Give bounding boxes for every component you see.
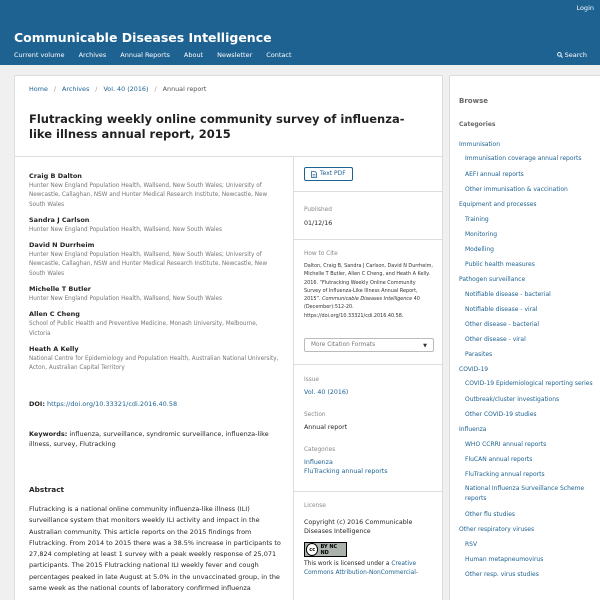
- published-date: 01/12/16: [304, 220, 333, 227]
- copyright-text: Copyright (c) 2016 Communicable Diseases Intelligence: [304, 519, 413, 535]
- site-title[interactable]: Communicable Diseases Intelligence: [14, 30, 272, 45]
- cc-badge-label: BY NC ND: [320, 543, 338, 556]
- citation-format-label: More Citation Formats: [311, 342, 376, 348]
- category-notifiable-viral[interactable]: Notifiable disease - viral: [465, 306, 538, 313]
- abstract-text: Flutracking is a national online community influenza-like illness (ILI) surveillance system that monitors weekly ILI activity and impact in the Australian community. This article reports on the 2015 findings from Flutracking. From 2014 to 2015 there was a 38.5% increase in participants to 27,824 completing at least 1 survey with a peak weekly response of 25,071 participants. The 2015 Flutracking national ILI weekly fever and cough percentages peaked in late August at 5.0% in the unvaccinated group, in the same week as the national counts of laboratory confirmed influenza: [29, 505, 281, 593]
- author-name: Craig B Dalton: [29, 172, 82, 180]
- abstract-heading: Abstract: [29, 485, 65, 494]
- breadcrumb-current: Annual report: [162, 85, 207, 93]
- category-modelling[interactable]: Modelling: [465, 246, 494, 253]
- category-aefi[interactable]: AEFI annual reports: [465, 171, 524, 178]
- nav-newsletter[interactable]: Newsletter: [217, 51, 253, 59]
- category-niss[interactable]: National Influenza Surveillance Scheme reports: [465, 485, 585, 502]
- author-affiliation: National Centre for Epidemiology and Population Health, Australian National University, Acton, Australian Capital Territory: [29, 355, 279, 372]
- cc-license-badge[interactable]: [304, 542, 347, 557]
- citation-details: 40 (December):512-20. https://doi.org/10.33321/cdi.2016.40.58.: [304, 296, 420, 319]
- pdf-button-label: Text PDF: [320, 170, 346, 177]
- divider: [294, 191, 442, 192]
- citation-text: [304, 262, 434, 320]
- divider: [294, 239, 442, 240]
- site-header: [0, 0, 600, 65]
- category-equipment[interactable]: Equipment and processes: [459, 201, 537, 208]
- divider: [294, 491, 442, 492]
- pdf-download-button[interactable]: [304, 167, 353, 181]
- category-covid-epi[interactable]: COVID-19 Epidemiological reporting series: [465, 380, 593, 387]
- nav-archives[interactable]: Archives: [78, 51, 107, 59]
- breadcrumb-volume[interactable]: Vol. 40 (2016): [103, 85, 149, 93]
- article-panel: [14, 75, 443, 600]
- section-value: Annual report: [304, 424, 348, 431]
- category-other-flu[interactable]: Other flu studies: [465, 511, 516, 518]
- category-other-resp-studies[interactable]: Other resp. virus studies: [465, 571, 539, 578]
- main-nav: [14, 51, 306, 59]
- citation-journal: Communicable Diseases Intelligence: [322, 296, 413, 303]
- license-label: License: [304, 503, 326, 509]
- category-training[interactable]: Training: [465, 216, 489, 223]
- issue-label: Issue: [304, 377, 319, 383]
- author-list: [29, 171, 279, 379]
- category-other-immunisation[interactable]: Other immunisation & vaccination: [465, 186, 568, 193]
- issue-link[interactable]: Vol. 40 (2016): [304, 389, 349, 396]
- author-name: Sandra J Carlson: [29, 215, 90, 224]
- author-affiliation: School of Public Health and Preventive Medicine, Monash University, Melbourne, Victoria: [29, 321, 258, 337]
- breadcrumb-separator: /: [53, 85, 57, 93]
- author-name: Michelle T Butler: [29, 285, 91, 294]
- author-affiliation: Hunter New England Population Health, Wallsend, New South Wales; University of Newcastle, Callaghan, NSW and Hunter Medical Research Institute, Newcastle, New South Wales: [29, 183, 268, 208]
- keywords-label: Keywords:: [29, 430, 68, 438]
- category-other-covid[interactable]: Other COVID-19 studies: [465, 411, 537, 418]
- keywords: [29, 429, 279, 449]
- category-other-bacterial[interactable]: Other disease - bacterial: [465, 321, 540, 328]
- section-block: [304, 412, 434, 432]
- author: [29, 171, 279, 210]
- category-pathogen[interactable]: Pathogen surveillance: [459, 276, 526, 283]
- license-text: [304, 560, 434, 578]
- breadcrumb-separator: /: [154, 85, 157, 93]
- category-outbreak[interactable]: Outbreak/cluster investigations: [465, 396, 560, 403]
- keywords-value: influenza, surveillance, syndromic surveillance, influenza-like illness, survey, Flutracking: [29, 430, 269, 448]
- browse-sidebar: [449, 75, 600, 600]
- breadcrumb: [29, 85, 206, 93]
- author-name: Allen C Cheng: [29, 310, 80, 319]
- category-notifiable-bacterial[interactable]: Notifiable disease - bacterial: [465, 291, 551, 298]
- file-pdf-icon: [311, 171, 317, 178]
- category-flucan[interactable]: FluCAN annual reports: [465, 456, 533, 463]
- issue-block: [304, 377, 434, 397]
- nav-annual-reports[interactable]: Annual Reports: [120, 51, 170, 59]
- search-icon: [557, 52, 563, 58]
- citation-format-select[interactable]: [304, 338, 434, 352]
- author: [29, 284, 279, 304]
- search-label: Search: [564, 51, 587, 59]
- author-affiliation: Hunter New England Population Health, Wallsend, New South Wales; University of Newcastle, Callaghan, NSW and Hunter Medical Research Institute, Newcastle, New South Wales: [29, 252, 268, 277]
- category-immunisation-coverage[interactable]: Immunisation coverage annual reports: [465, 155, 582, 162]
- category-flutracking[interactable]: FluTracking annual reports: [465, 471, 545, 478]
- category-influenza[interactable]: Influenza: [459, 426, 487, 433]
- license-intro: This work is licensed under a: [304, 561, 390, 567]
- page-title: Flutracking weekly online community survey of influenza-like illness annual report, 2015: [29, 112, 405, 141]
- cite-block: [304, 251, 434, 320]
- breadcrumb-separator: /: [95, 85, 98, 93]
- author: [29, 344, 279, 374]
- category-list: [459, 137, 599, 582]
- author-name: David N Durrheim: [29, 241, 95, 250]
- category-parasites[interactable]: Parasites: [465, 351, 493, 358]
- published-block: [304, 207, 434, 228]
- category-other-resp[interactable]: Other respiratory viruses: [459, 526, 535, 533]
- categories-heading: Categories: [459, 121, 496, 128]
- login-link[interactable]: Login: [576, 4, 594, 12]
- category-link-flutracking[interactable]: FluTracking annual reports: [304, 468, 388, 475]
- section-label: Section: [304, 412, 326, 418]
- cite-label: How to Cite: [304, 251, 338, 257]
- breadcrumb-home[interactable]: Home: [29, 85, 48, 93]
- category-link-influenza[interactable]: Influenza: [304, 459, 333, 466]
- doi: [29, 400, 177, 408]
- category-hmpv[interactable]: Human metapneumovirus: [465, 556, 544, 563]
- author-affiliation: Hunter New England Population Health, Wallsend, New South Wales: [29, 226, 222, 233]
- category-rsv[interactable]: RSV: [465, 541, 478, 548]
- author: [29, 215, 279, 235]
- doi-label: DOI:: [29, 400, 45, 408]
- category-monitoring[interactable]: Monitoring: [465, 231, 498, 238]
- divider: [294, 364, 442, 365]
- search-link[interactable]: [557, 51, 587, 59]
- categories-block: [304, 447, 434, 476]
- category-public-health[interactable]: Public health measures: [465, 261, 535, 268]
- categories-label: Categories: [304, 447, 336, 453]
- category-who-ccrri[interactable]: WHO CCRRI annual reports: [465, 441, 547, 448]
- category-other-viral[interactable]: Other disease - viral: [465, 336, 526, 343]
- category-immunisation[interactable]: Immunisation: [459, 141, 501, 148]
- license-block: [304, 503, 434, 578]
- author: [29, 309, 279, 339]
- divider: [15, 156, 442, 157]
- citation-authors-title: Dalton, Craig B, Sandra J Carlson, David N Durrheim, Michelle T Butler, Allen C Cheng, and Heath A Kelly. 2016. “Flutracking Weekly Online Community Survey of Influenza-Like Illness Annual Report, 2015”.: [304, 263, 433, 303]
- nav-contact[interactable]: Contact: [266, 51, 292, 59]
- creative-commons-icon: cc: [306, 543, 318, 556]
- column-divider: [293, 156, 294, 600]
- breadcrumb-archives[interactable]: Archives: [62, 85, 90, 93]
- author-name: Heath A Kelly: [29, 344, 79, 353]
- license-link[interactable]: Creative Commons Attribution-NonCommercial-: [304, 561, 419, 576]
- nav-about[interactable]: About: [183, 51, 204, 59]
- published-label: Published: [304, 207, 332, 213]
- caret-down-icon: ▼: [423, 343, 427, 349]
- browse-heading: Browse: [459, 97, 488, 105]
- nav-current-volume[interactable]: Current volume: [14, 51, 65, 59]
- category-covid[interactable]: COVID-19: [459, 366, 489, 373]
- author-affiliation: Hunter New England Population Health, Wallsend, New South Wales: [29, 296, 222, 303]
- author: [29, 240, 279, 279]
- doi-link[interactable]: https://doi.org/10.33321/cdi.2016.40.58: [47, 400, 178, 408]
